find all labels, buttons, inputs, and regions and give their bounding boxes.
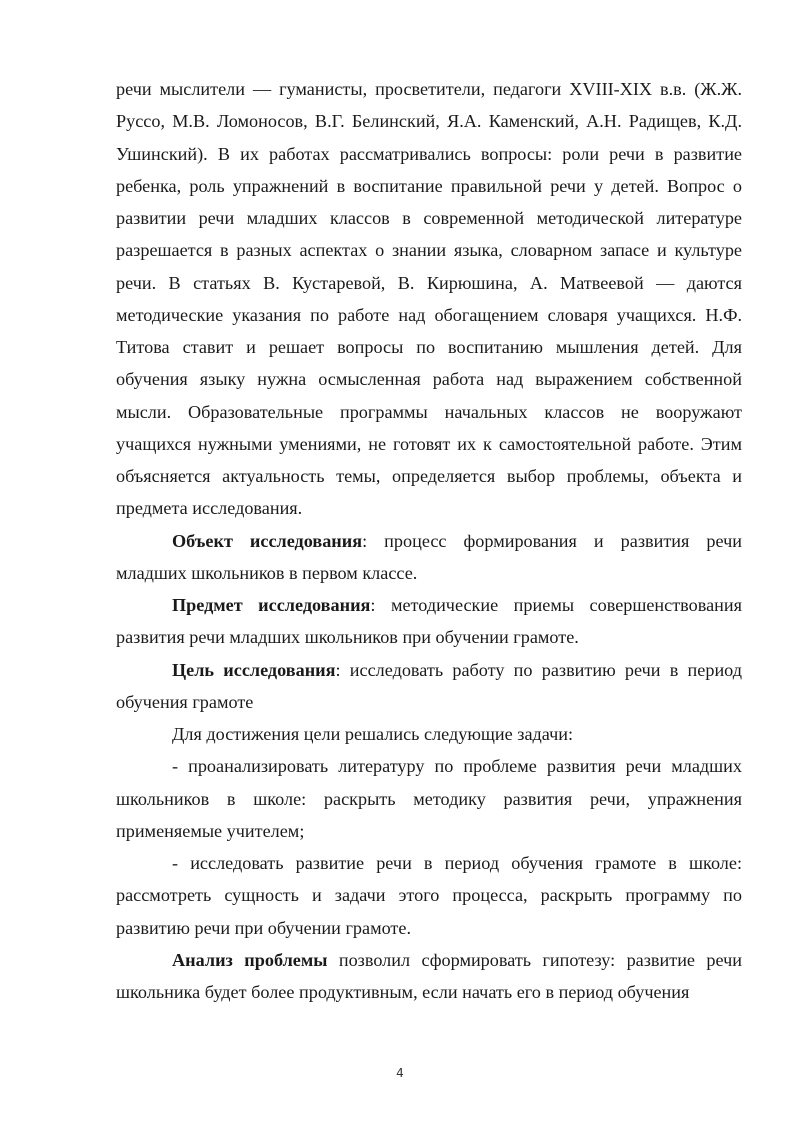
paragraph-text: - проанализировать литературу по проблеме развития речи младших школьников в школе: раскрыть методику развития речи, упражнения применяемые учителем; [116, 756, 742, 841]
paragraph-subject [116, 589, 742, 654]
paragraph-analysis [116, 944, 742, 1009]
paragraph-object [116, 525, 742, 590]
paragraph-text: : процесс формирования и развития речи младших школьников в первом классе. [116, 530, 742, 583]
paragraph-goal [116, 654, 742, 719]
body-text [116, 73, 742, 1008]
term-object: Объект исследования [172, 530, 363, 551]
term-subject: Предмет исследования [172, 595, 371, 615]
paragraph-text: : исследовать работу по развитию речи в период обучения грамоте [116, 659, 742, 712]
paragraph-context [116, 73, 742, 525]
paragraph-text: - исследовать развитие речи в период обучения грамоте в школе: рассмотреть сущность и задачи этого процесса, раскрыть программу по развитию речи при обучении грамоте. [116, 853, 742, 938]
term-analysis: Анализ проблемы [172, 949, 328, 970]
term-goal: Цель исследования [172, 659, 336, 680]
paragraph-text: Для достижения цели решались следующие задачи: [172, 724, 574, 744]
paragraph-text: : методические приемы совершенствования развития речи младших школьников при обучении грамоте. [116, 595, 742, 648]
page-number: 4 [396, 1066, 404, 1080]
paragraph-tasks-intro [116, 718, 742, 750]
paragraph-text: позволил сформировать гипотезу: развитие речи школьника будет более продуктивным, если начать его в период обучения [116, 949, 742, 1002]
paragraph-task-1 [116, 750, 742, 847]
paragraph-text: речи мыслители — гуманисты, просветители, педагоги XVIII-XIX в.в. (Ж.Ж. Руссо, М.В. Ломоносов, В.Г. Белинский, Я.А. Каменский, А.Н. Радищев, К.Д. Ушинский). В их работах рассматривались вопросы: роли речи в развитие ребенка, роль упражнений в воспитание правильной речи у детей. Вопрос о развитии речи младших классов в современной методической литературе разрешается в разных аспектах о знании языка, словарном запасе и культуре речи. В статьях В. Кустаревой, В. Кирюшина, А. Матвеевой — даются методические указания по работе над обогащением словаря учащихся. Н.Ф. Титова ставит и решает вопросы по воспитанию мышления детей. Для обучения языку нужна осмысленная работа над выражением собственной мысли. Образовательные программы начальных классов не вооружают учащихся нужными умениями, не готовят их к самостоятельной работе. Этим объясняется актуальность темы, определяется выбор проблемы, объекта и предмета исследования. [116, 79, 742, 519]
paragraph-task-2 [116, 847, 742, 944]
